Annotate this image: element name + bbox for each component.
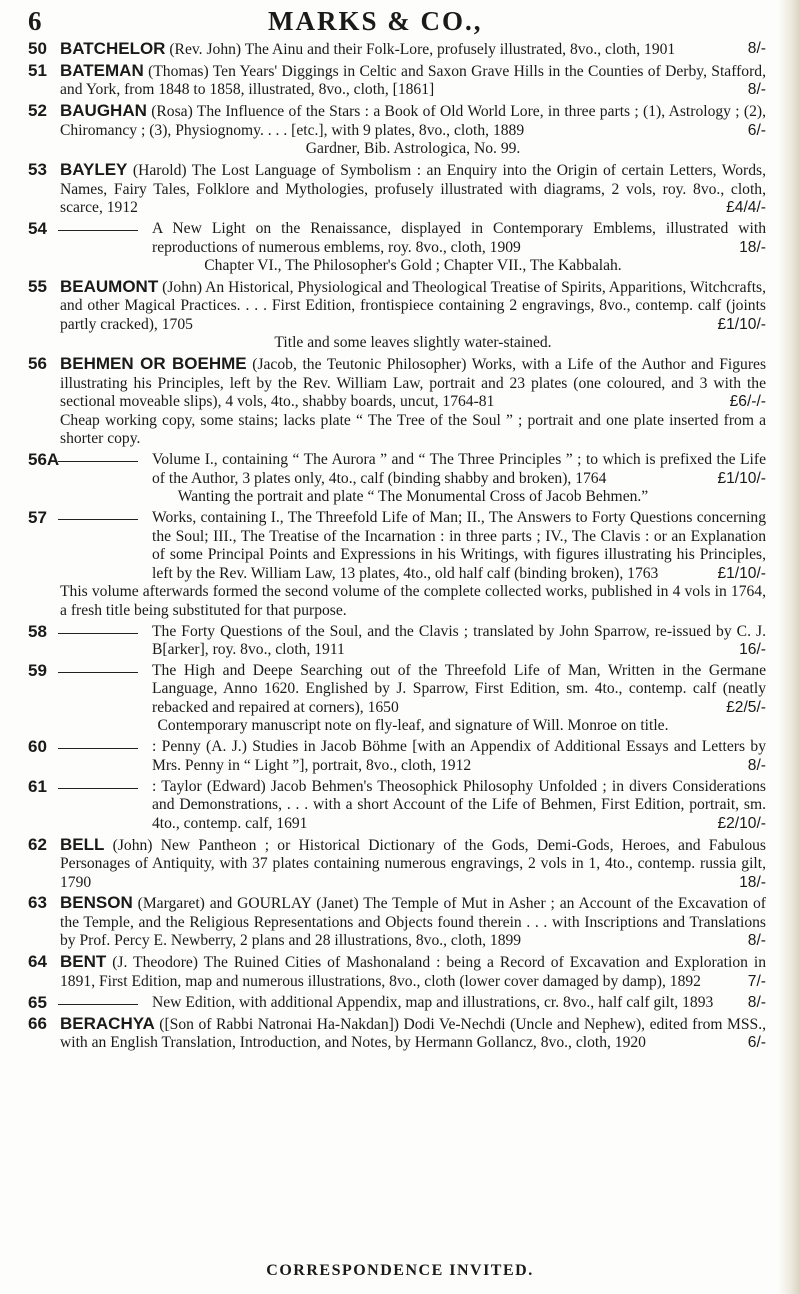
entry-body [60,39,766,58]
entry-body [60,103,766,139]
entry-price: 7/- [747,972,766,990]
catalogue-entry [28,738,766,775]
entry-description: Volume I., containing “ The Aurora ” and “ The Three Principles ” ; to which is prefixed the Life of the Author, 3 plates only, 4to., calf (binding shabby and broken), 1764 [152,451,766,487]
entry-author: BAUGHAN [60,101,147,121]
catalogue-entry [28,62,766,100]
entry-price: £4/4/- [726,199,766,217]
entry-body [60,356,766,410]
entry-author: BENT [60,952,107,972]
entry-description: (Rev. John) The Ainu and their Folk-Lore, profusely illustrated, 8vo., cloth, 1901 [169,41,676,58]
entry-description: (Rosa) The Influence of the Stars : a Book of Old World Lore, in three parts ; (1), Astrology ; (2), Chiromancy ; (3), Physiognomy. . . . [etc.], with 9 plates, 8vo., cloth, 1889 [60,103,766,139]
entry-price: £1/10/- [717,469,766,487]
entry-author: BATCHELOR [60,39,166,58]
entry-body [60,738,766,775]
entry-body [60,778,766,834]
catalogue-entry [28,451,766,507]
catalogue-entries [28,40,766,1053]
entry-number: 62 [28,834,47,854]
entry-number: 65 [28,992,47,1012]
entry-author: BATEMAN [60,60,144,80]
entry-description: Works, containing I., The Threefold Life of Man; II., The Answers to Forty Questions concerning the Soul; III., The Treatise of the Incarnation : in three parts ; IV., The Clavis : or an Explanation of some Principal Points and Expressions in his Writings, with figures illustrating his Principles, left by the Rev. William Law, 13 plates, 4to., old half calf (binding broken), 1763 [152,509,766,582]
entry-price: 8/- [747,756,766,774]
entry-note: This volume afterwards formed the second volume of the complete collected works, published in 4 vols in 1764, a fresh title being substituted for that purpose. [60,583,766,619]
entry-description: (Jacob, the Teutonic Philosopher) Works, with a Life of the Author and Figures illustrating his Principles, left by the Rev. William Law, portrait and 23 plates (one coloured, and 3 with the sectional moveable slips), 4 vols, 4to., shabby boards, uncut, 1764-81 [60,356,767,411]
entry-number: 56A [28,450,60,470]
entry-body [60,451,766,488]
bookseller-title: MARKS & CO., [268,6,483,36]
entry-body [60,834,766,891]
entry-number: 55 [28,276,47,296]
entry-body [60,162,766,216]
catalogue-entry [28,102,766,159]
entry-body [60,509,766,583]
entry-number: 52 [28,101,47,121]
entry-author: BAYLEY [60,160,128,180]
catalogue-entry [28,836,766,893]
catalogue-entry [28,1015,766,1053]
entry-number: 59 [28,660,47,680]
entry-description: (Harold) The Lost Language of Symbolism : an Enquiry into the Origin of certain Letters, Words, Names, Fairy Tales, Folklore and Mythologies, profusely illustrated with diagrams, 2 vols, roy. 8vo., cloth, scarce, 1912 [60,162,766,217]
entry-number: 51 [28,60,47,80]
entry-body [60,1013,766,1052]
page-edge-shadow [778,0,800,1294]
entry-description: (Margaret) and GOURLAY (Janet) The Temple of Mut in Asher ; an Account of the Excavation of the Temple, and the Religious Representations and Objects found therein . . . with Inscriptions and Translations by Prof. Percy E. Newberry, 2 plans and 28 illustrations, 8vo., cloth, 1899 [60,895,767,950]
catalogue-entry [28,662,766,736]
entry-note: Title and some leaves slightly water-stained. [274,334,552,352]
entry-description: A New Light on the Renaissance, displayed in Contemporary Emblems, illustrated with reproductions of numerous emblems, roy. 8vo., cloth, 1909 [152,220,766,256]
entry-description: (J. Theodore) The Ruined Cities of Mashonaland : being a Record of Excavation and Exploration in 1891, First Edition, map and numerous illustrations, 8vo., cloth (lower cover damaged by damp), 1892 [60,954,766,990]
entry-price: 8/- [747,40,766,57]
entry-description: ([Son of Rabbi Natronai Ha-Nakdan]) Dodi Ve-Nechdi (Uncle and Nephew), edited from MSS., with an English Translation, Introduction, and Notes, by Hermann Gollancz, 8vo., cloth, 1920 [60,1015,766,1052]
entry-price: £2/5/- [726,698,766,716]
entry-number: 63 [28,893,47,913]
entry-description: The Forty Questions of the Soul, and the Clavis ; translated by John Sparrow, re-issued by C. J. B[arker], roy. 8vo., cloth, 1911 [152,622,766,659]
entry-body [60,895,766,949]
page-number: 6 [28,6,43,36]
entry-price: 8/- [747,932,766,950]
entry-price: 6/- [747,121,766,139]
catalogue-entry [28,778,766,834]
entry-number: 64 [28,952,47,972]
catalogue-entry [28,40,766,60]
catalogue-entry [28,509,766,620]
entry-description: The High and Deepe Searching out of the Threefold Life of Man, Written in the Germane Language, Anno 1620. Englished by J. Sparrow, First Edition, sm. 4to., contemp. calf (neatly rebacked and repaired at corners), 1650 [152,661,766,716]
entry-body [60,276,766,333]
entry-author: BEAUMONT [60,276,159,296]
entry-body [60,994,766,1013]
entry-description: (John) An Historical, Physiological and Theological Treatise of Spirits, Apparitions, Witchcrafts, and other Magical Practices. . . . First Edition, frontispiece containing 2 engravings, 8vo., contemp. calf (joints partly cracked), 1705 [60,278,766,333]
entry-author: BENSON [60,893,133,913]
entry-number: 50 [28,39,47,58]
entry-body [60,623,766,660]
entry-price: £2/10/- [717,814,766,832]
entry-number: 56 [28,354,47,374]
catalogue-entry [28,994,766,1013]
entry-description: (Thomas) Ten Years' Diggings in Celtic and Saxon Grave Hills in the Counties of Derby, Stafford, and York, from 1848 to 1858, illustrated, 8vo., cloth, [1861] [60,62,766,99]
page-header [28,6,766,40]
entry-description: (John) New Pantheon ; or Historical Dictionary of the Gods, Demi-Gods, Heroes, and Fabulous Personages of Antiquity, with 37 plates containing numerous engravings, 2 vols in 1, 4to., contemp. russia gilt, 1790 [60,836,766,891]
entry-number: 60 [28,737,47,757]
entry-price: 6/- [747,1034,766,1052]
entry-author: BELL [60,834,105,854]
entry-number: 53 [28,160,47,180]
entry-body [60,220,766,257]
entry-price: 8/- [747,993,766,1011]
entry-description: New Edition, with additional Appendix, map and illustrations, cr. 8vo., half calf gilt, 1893 [152,993,714,1011]
catalogue-entry [28,355,766,449]
entry-price: 18/- [739,238,766,256]
footer-notice: CORRESPONDENCE INVITED. [266,1262,534,1279]
catalogue-entry [28,161,766,218]
entry-body [60,60,766,99]
catalogue-entry [28,220,766,276]
entry-note: Wanting the portrait and plate “ The Monumental Cross of Jacob Behmen.” [177,488,649,506]
entry-author: BERACHYA [60,1013,155,1033]
entry-number: 66 [28,1013,47,1033]
entry-number: 54 [28,219,47,239]
entry-number: 57 [28,508,47,528]
entry-note: Contemporary manuscript note on fly-leaf, and signature of Will. Monroe on title. [157,717,669,735]
entry-note: Cheap working copy, some stains; lacks plate “ The Tree of the Soul ” ; portrait and one plate inserted from a shorter copy. [60,411,766,448]
entry-price: 18/- [739,873,766,891]
catalogue-entry [28,953,766,991]
entry-number: 58 [28,621,47,641]
entry-description: : Penny (A. J.) Studies in Jacob Böhme [with an Appendix of Additional Essays and Letters by Mrs. Penny in “ Light ”], portrait, 8vo., cloth, 1912 [152,738,766,774]
entry-body [60,662,766,718]
entry-price: £6/-/- [729,393,766,411]
catalogue-entry [28,278,766,353]
entry-number: 61 [28,776,47,796]
entry-price: 16/- [739,641,766,659]
entry-note: Chapter VI., The Philosopher's Gold ; Chapter VII., The Kabbalah. [204,257,622,275]
catalogue-entry [28,623,766,660]
entry-note: Gardner, Bib. Astrologica, No. 99. [305,140,521,158]
entry-price: £1/10/- [717,315,766,333]
entry-author: BEHMEN OR BOEHME [60,354,247,374]
entry-price: £1/10/- [717,564,766,582]
entry-body [60,954,766,990]
catalogue-entry [28,894,766,951]
entry-price: 8/- [747,81,766,99]
entry-description: : Taylor (Edward) Jacob Behmen's Theosophick Philosophy Unfolded ; in divers Considerations and Demonstrations, . . . with a short Account of the Life of Behmen, First Edition, portrait, sm. 4to., contemp. calf, 1691 [152,777,766,832]
